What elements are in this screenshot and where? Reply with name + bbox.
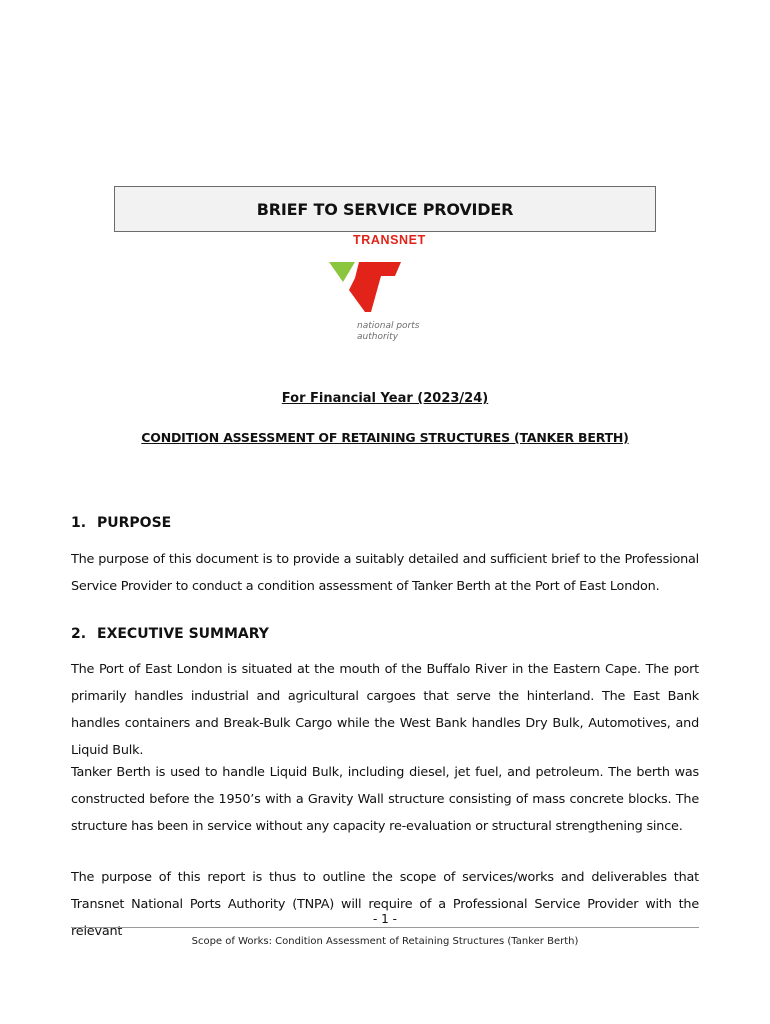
paragraph: Tanker Berth is used to handle Liquid Bulk, including diesel, jet fuel, and petroleum. The berth was constructed before the 1950’s with a Gravity Wall structure consisting of mass concrete blocks. The structure has been in service without any capacity re-evaluation or structural strengthening since. <box>71 765 699 834</box>
section-heading-text: EXECUTIVE SUMMARY <box>97 626 269 642</box>
transnet-npa-logo <box>325 232 445 344</box>
financial-year: For Financial Year (2023/24) <box>281 391 489 406</box>
page-footer: Scope of Works: Condition Assessment of Retaining Structures (Tanker Berth) <box>191 936 579 947</box>
document-title: BRIEF TO SERVICE PROVIDER <box>256 199 514 219</box>
page-number: - 1 - <box>373 912 397 926</box>
document-subject: CONDITION ASSESSMENT OF RETAINING STRUCTURES (TANKER BERTH) <box>141 430 629 445</box>
document-title-box <box>114 186 656 232</box>
section-heading-text: PURPOSE <box>97 515 172 531</box>
logo-brand-text: TRANSNET <box>353 233 426 247</box>
section-number: 2. <box>71 626 87 642</box>
section-body-purpose <box>71 546 699 600</box>
section-number: 1. <box>71 515 87 531</box>
logo-subtitle-line2: authority <box>357 332 399 342</box>
section-body-executive-summary-3 <box>71 864 699 939</box>
footer-divider <box>71 927 699 928</box>
paragraph: The purpose of this report is thus to outline the scope of services/works and deliverables that Transnet National Ports Authority (TNPA) will require of a Professional Service Provider with the relevant <box>71 870 699 939</box>
logo-green-triangle <box>329 262 355 282</box>
section-body-executive-summary-2 <box>71 759 699 840</box>
logo-subtitle-line1: national ports <box>357 321 420 331</box>
paragraph: The Port of East London is situated at the mouth of the Buffalo River in the Eastern Cape. The port primarily handles industrial and agricultural cargoes that serve the hinterland. The East Bank handles containers and Break-Bulk Cargo while the West Bank handles Dry Bulk, Automotives, and Liquid Bulk. <box>71 662 699 758</box>
section-heading-executive-summary <box>71 626 269 642</box>
logo-red-t-shape <box>349 262 401 312</box>
section-body-executive-summary-1 <box>71 656 699 764</box>
section-heading-purpose <box>71 515 171 531</box>
paragraph: The purpose of this document is to provide a suitably detailed and sufficient brief to the Professional Service Provider to conduct a condition assessment of Tanker Berth at the Port of East London. <box>71 552 699 594</box>
